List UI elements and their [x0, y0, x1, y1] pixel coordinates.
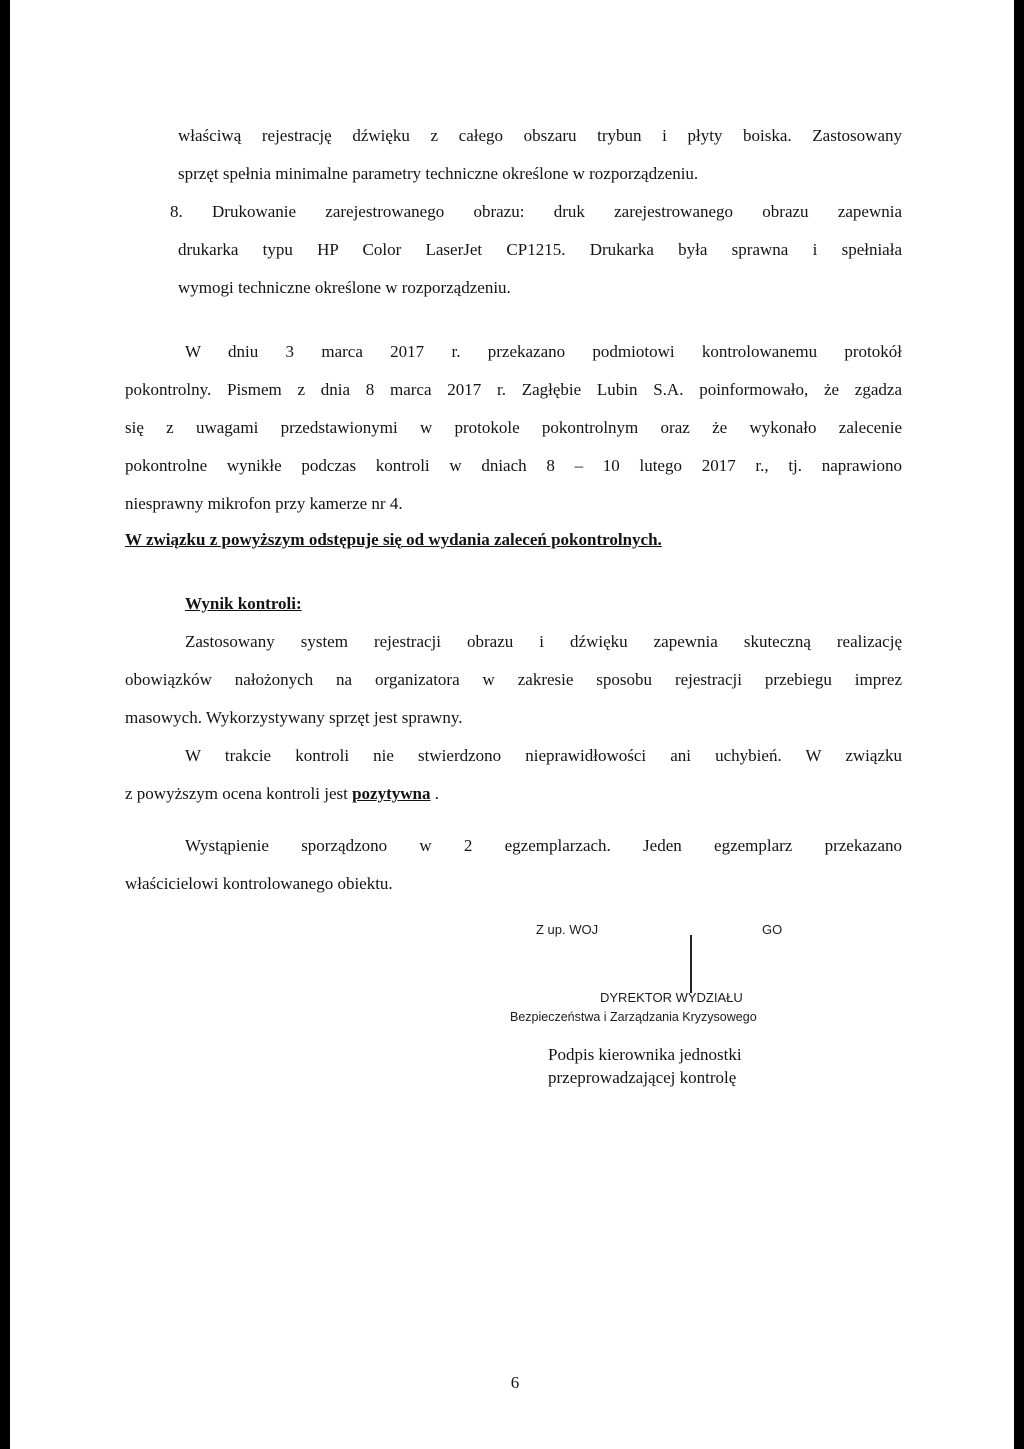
text-line: się z uwagami przedstawionymi w protokole pokontrolnym oraz że wykonało zalecenie	[125, 418, 902, 437]
text-line: masowych. Wykorzystywany sprzęt jest sprawny.	[125, 708, 463, 727]
text-line: Zastosowany system rejestracji obrazu i dźwięku zapewnia skuteczną realizację	[185, 632, 902, 651]
text-line: 8. Drukowanie zarejestrowanego obrazu: druk zarejestrowanego obrazu zapewnia	[170, 202, 902, 221]
text-line: właściwą rejestrację dźwięku z całego obszaru trybun i płyty boiska. Zastosowany	[178, 126, 902, 145]
stamp-line: Z up. WOJ	[536, 922, 599, 937]
text-line: obowiązków nałożonych na organizatora w zakresie sposobu rejestracji przebiegu imprez	[125, 670, 902, 689]
underlined-conclusion: W związku z powyższym odstępuje się od wydania zaleceń pokontrolnych.	[125, 530, 662, 549]
text-line: pokontrolne wynikłe podczas kontroli w dniach 8 – 10 lutego 2017 r., tj. naprawiono	[125, 456, 902, 475]
text-segment: .	[434, 784, 439, 803]
text-line: niesprawny mikrofon przy kamerze nr 4.	[125, 494, 403, 513]
text-line: W trakcie kontroli nie stwierdzono nieprawidłowości ani uchybień. W związku	[185, 746, 902, 765]
text-line: Wystąpienie sporządzono w 2 egzemplarzach. Jeden egzemplarz przekazano	[185, 836, 902, 855]
text-line: W dniu 3 marca 2017 r. przekazano podmiotowi kontrolowanemu protokół	[185, 342, 902, 361]
page-number: 6	[510, 1373, 520, 1392]
stamp-line: GO	[762, 922, 783, 937]
caption-line: przeprowadzającej kontrolę	[548, 1068, 737, 1087]
text-segment: z powyższym ocena kontroli jest	[125, 784, 353, 803]
text-line: drukarka typu HP Color LaserJet CP1215. Drukarka była sprawna i spełniała	[178, 240, 902, 259]
signature-caption	[548, 1043, 848, 1089]
text-line: sprzęt spełnia minimalne parametry techniczne określone w rozporządzeniu.	[178, 164, 699, 183]
text-line	[125, 775, 902, 813]
text-line: wymogi techniczne określone w rozporządzeniu.	[178, 278, 511, 297]
text-line: pokontrolny. Pismem z dnia 8 marca 2017 r. Zagłębie Lubin S.A. poinformowało, że zgadza	[125, 380, 902, 399]
caption-line: Podpis kierownika jednostki	[548, 1045, 742, 1064]
stamp-line: DYREKTOR WYDZIAŁU	[600, 990, 743, 1005]
document-page	[10, 0, 1014, 1449]
assessment-result: pozytywna	[352, 784, 431, 803]
section-heading: Wynik kontroli:	[185, 594, 302, 613]
text-line: właścicielowi kontrolowanego obiektu.	[125, 874, 393, 893]
signature-mark	[690, 935, 692, 993]
stamp-line: Bezpieczeństwa i Zarządzania Kryzysowego	[510, 1010, 757, 1024]
